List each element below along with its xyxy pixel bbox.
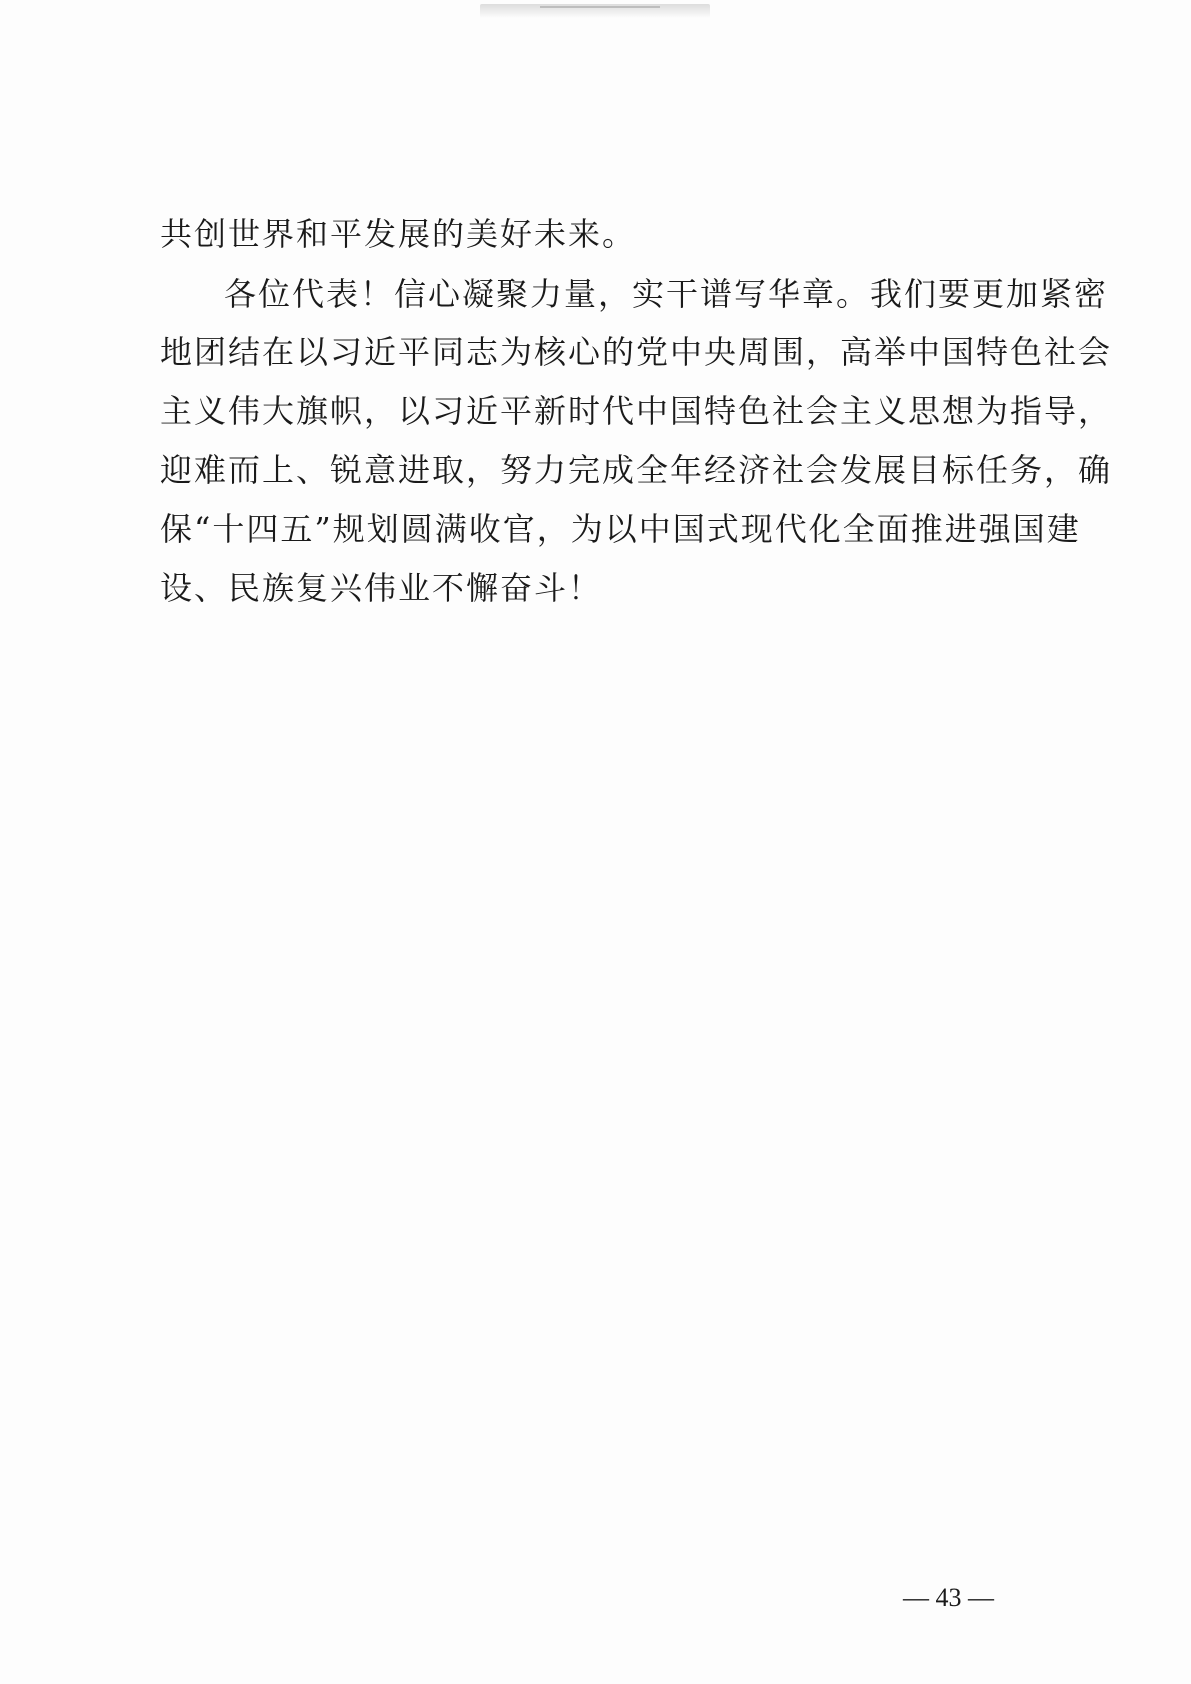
- body-text-line: 设、民族复兴伟业不懈奋斗！: [160, 569, 603, 607]
- page-number: — 43 —: [903, 1583, 994, 1612]
- body-text-line: 各位代表！信心凝聚力量，实干谱写华章。我们要更加紧密: [224, 275, 1109, 313]
- body-text-line: 地团结在以习近平同志为核心的党中央周围，高举中国特色社会: [160, 333, 1113, 371]
- body-text-line: 共创世界和平发展的美好未来。: [160, 215, 637, 253]
- body-text-line: 保“十四五”规划圆满收官，为以中国式现代化全面推进强国建: [160, 510, 1081, 548]
- scan-line-artifact: [540, 6, 660, 8]
- body-text-line: 迎难而上、锐意进取，努力完成全年经济社会发展目标任务，确: [160, 451, 1113, 489]
- body-text-line: 主义伟大旗帜，以习近平新时代中国特色社会主义思想为指导，: [160, 392, 1113, 430]
